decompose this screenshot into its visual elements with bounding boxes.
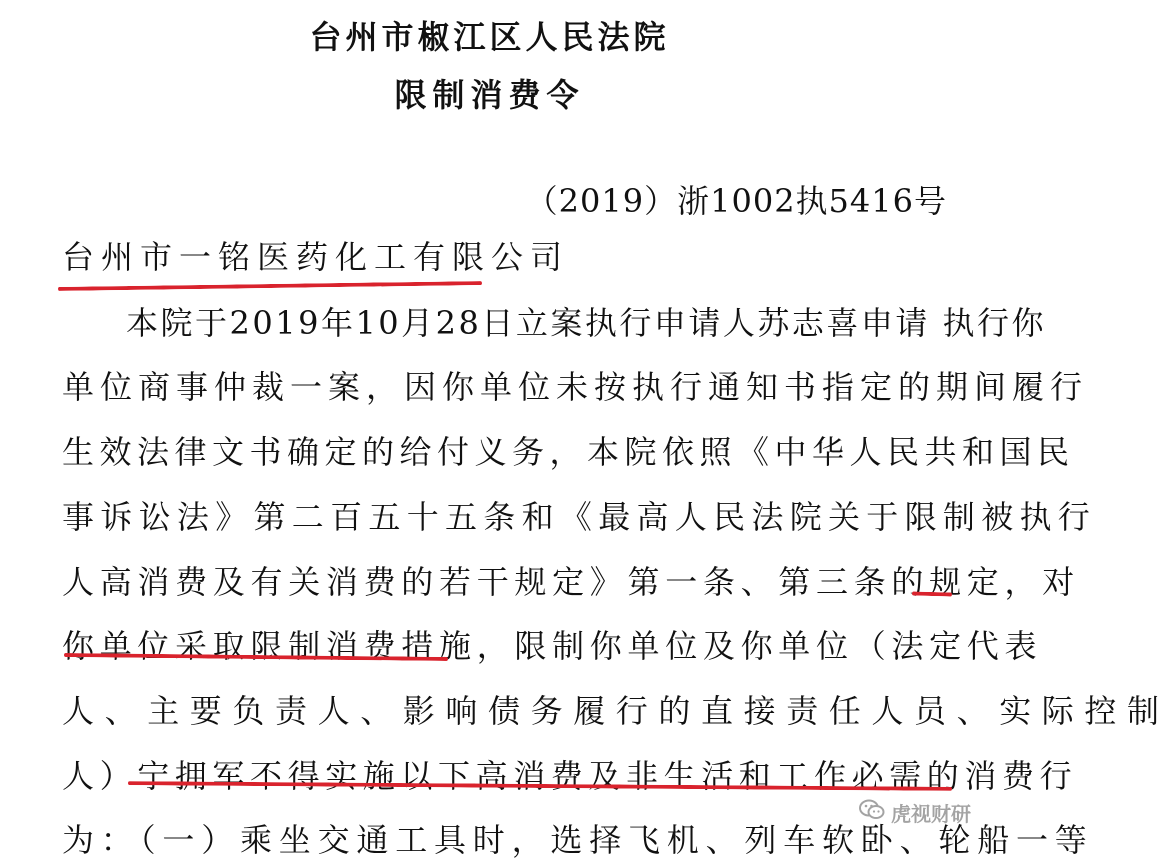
body-line-3: 生效法律文书确定的给付义务，本院依照《中华人民共和国民 xyxy=(62,433,1075,471)
court-name: 台州市椒江区人民法院 xyxy=(309,18,670,56)
body-line-7: 人、主要负责人、影响债务履行的直接责任人员、实际控制 xyxy=(62,692,1170,730)
document-type-title: 限制消费令 xyxy=(394,76,585,114)
body-line-1: 本院于2019年10月28日立案执行申请人苏志喜申请 执行你 xyxy=(126,304,1047,342)
red-underline-party xyxy=(58,281,482,291)
watermark xyxy=(859,798,971,827)
body-line-5: 人高消费及有关消费的若干规定》第一条、第三条的规定，对 xyxy=(62,563,1080,601)
wechat-icon xyxy=(859,799,885,826)
body-line-4: 事诉讼法》第二百五十五条和《最高人民法院关于限制被执行 xyxy=(62,498,1097,536)
watermark-text: 虎视财研 xyxy=(891,802,971,826)
body-line-8: 人）宁拥军不得实施以下高消费及非生活和工作必需的消费行 xyxy=(62,757,1078,795)
body-line-2: 单位商事仲裁一案，因你单位未按执行通知书指定的期间履行 xyxy=(62,368,1089,406)
party-name: 台州市一铭医药化工有限公司 xyxy=(62,238,570,276)
body-line-6: 你单位采取限制消费措施，限制你单位及你单位（法定代表 xyxy=(62,627,1043,665)
case-number: （2019）浙1002执5416号 xyxy=(525,182,947,220)
body-line-9: 为：（一）乘坐交通工具时，选择飞机、列车软卧、轮船一等 xyxy=(62,821,1094,859)
